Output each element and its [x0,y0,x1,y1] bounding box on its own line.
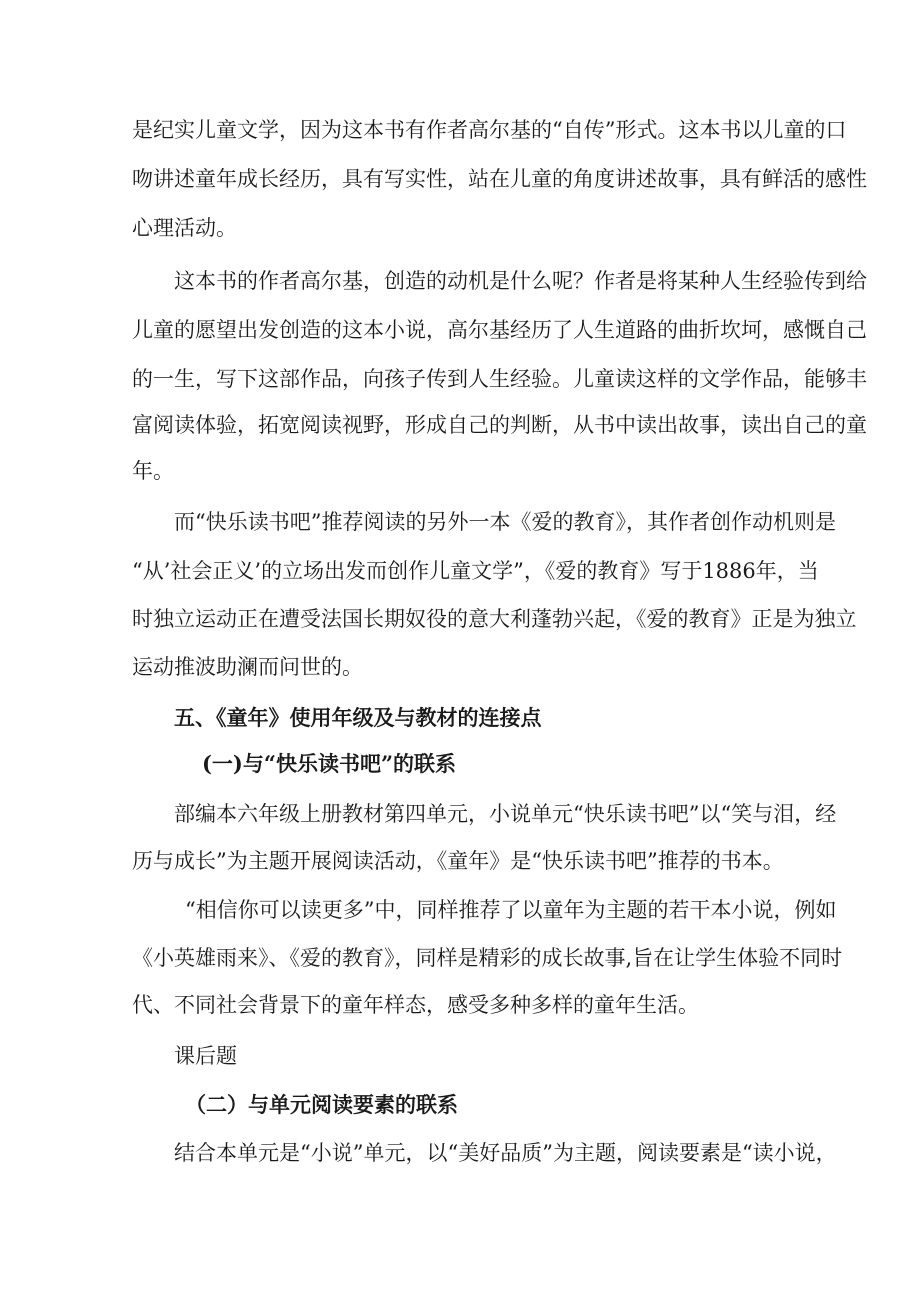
paragraph-5-line-1: “相信你可以读更多”中，同样推荐了以童年为主题的若干本小说，例如 [185,898,837,922]
paragraph-2-line-2: 儿童的愿望出发创造的这本小说，高尔基经历了人生道路的曲折坎坷，感慨自己 [132,318,867,342]
paragraph-2-line-3: 的一生，写下这部作品，向孩子传到人生经验。儿童读这样的文学作品，能够丰 [132,367,867,391]
paragraph-2-line-4: 富阅读体验，拓宽阅读视野，形成自己的判断，从书中读出故事，读出自己的童 [132,413,867,437]
paragraph-3-line-4: 运动推波助澜而问世的。 [132,655,363,679]
paragraph-3-line-3: 时独立运动正在遭受法国长期奴役的意大利蓬勃兴起，《爱的教育》正是为独立 [132,607,857,631]
after-class-note: 课后题 [174,1044,237,1068]
paragraph-2-line-5: 年。 [132,459,174,483]
sub-heading-1: (一)与“快乐读书吧”的联系 [202,751,457,776]
section-heading: 五、《童年》使用年级及与教材的连接点 [174,705,542,730]
paragraph-2-line-1: 这本书的作者高尔基，创造的动机是什么呢？作者是将某种人生经验传到给 [174,269,867,293]
paragraph-5-line-2: 《小英雄雨来》、《爱的教育》，同样是精彩的成长故事,旨在让学生体验不同时 [132,946,843,970]
paragraph-1-line-3: 心理活动。 [132,216,237,240]
sub-heading-2: （二）与单元阅读要素的联系 [185,1092,458,1117]
paragraph-1-line-1: 是纪实儿童文学，因为这本书有作者高尔基的“自传”形式。这本书以儿童的口 [132,118,847,142]
paragraph-6-line-1: 结合本单元是“小说”单元，以“美好品质”为主题，阅读要素是“读小说， [174,1141,837,1165]
paragraph-3-line-2: “从’社会正义’的立场出发而创作儿童文学”，《爱的教育》写于1886年，当 [132,559,819,583]
paragraph-1-line-2: 吻讲述童年成长经历，具有写实性，站在儿童的角度讲述故事，具有鲜活的感性 [132,167,867,191]
paragraph-4-line-2: 历与成长”为主题开展阅读活动，《童年》是“快乐读书吧”推荐的书本。 [132,849,784,873]
paragraph-5-line-3: 代、不同社会背景下的童年样态，感受多种多样的童年生活。 [132,993,699,1017]
paragraph-3-line-1: 而“快乐读书吧”推荐阅读的另外一本《爱的教育》，其作者创作动机则是 [174,510,836,534]
paragraph-4-line-1: 部编本六年级上册教材第四单元，小说单元“快乐读书吧”以“笑与泪，经 [174,802,837,826]
